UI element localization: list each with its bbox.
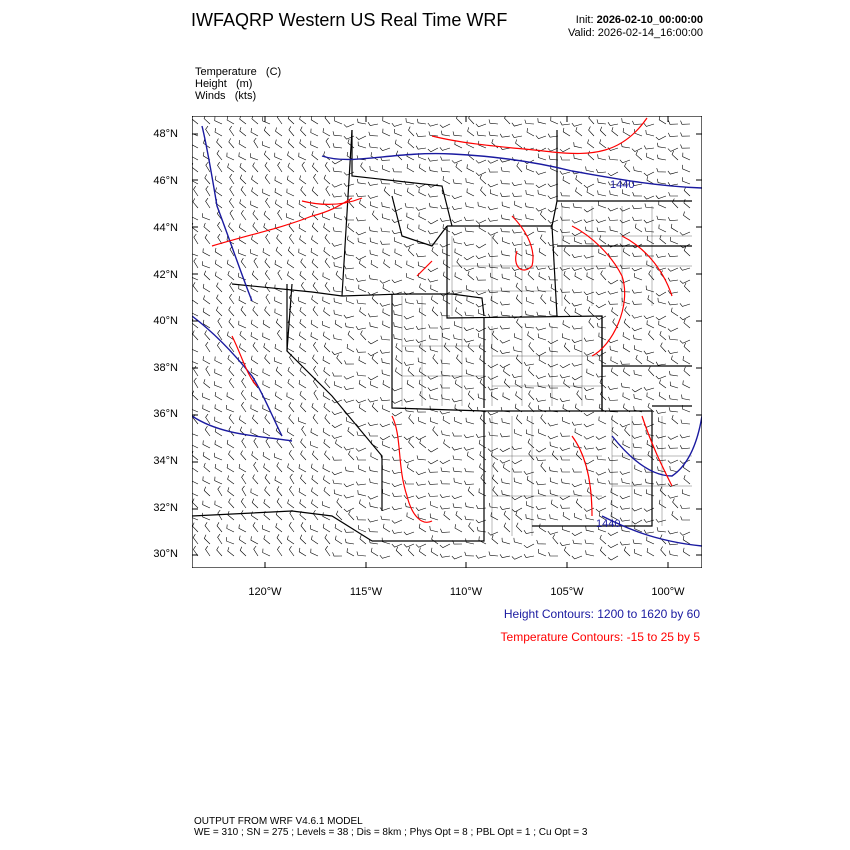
- init-label: Init:: [575, 14, 594, 26]
- lon-label: 115°W: [349, 586, 383, 598]
- valid-time: Valid: 2026-02-14_16:00:00: [568, 27, 703, 39]
- height-contour-label: 1440: [596, 518, 621, 530]
- lat-label: 30°N: [153, 548, 178, 560]
- lon-label: 120°W: [248, 586, 282, 598]
- lat-label: 34°N: [153, 455, 178, 467]
- field-temperature: Temperature (C): [195, 66, 282, 78]
- model-options: WE = 310 ; SN = 275 ; Levels = 38 ; Dis = 8km ; Phys Opt = 8 ; PBL Opt = 1 ; Cu Opt = 3: [194, 827, 588, 838]
- model-version: OUTPUT FROM WRF V4.6.1 MODEL: [194, 816, 363, 827]
- temperature-contour-legend: Temperature Contours: -15 to 25 by 5: [500, 630, 700, 644]
- height-contour-legend: Height Contours: 1200 to 1620 by 60: [503, 607, 700, 621]
- lat-label: 42°N: [153, 269, 178, 281]
- field-winds: Winds (kts): [195, 90, 257, 102]
- time-info: [568, 14, 703, 40]
- init-time: [568, 14, 703, 27]
- field-list: [195, 66, 281, 102]
- model-info: [194, 816, 587, 838]
- lat-label: 46°N: [153, 175, 178, 187]
- lat-label: 38°N: [153, 362, 178, 374]
- lat-label: 32°N: [153, 502, 178, 514]
- lat-label: 36°N: [153, 408, 178, 420]
- field-height: Height (m): [195, 78, 253, 90]
- lat-label: 48°N: [153, 128, 178, 140]
- lon-label: 110°W: [449, 586, 483, 598]
- lat-label: 40°N: [153, 315, 178, 327]
- lat-label: 44°N: [153, 222, 178, 234]
- height-contour-label: 1440: [610, 179, 635, 191]
- lon-label: 100°W: [651, 586, 685, 598]
- map-plot: [192, 116, 702, 568]
- lon-label: 105°W: [550, 586, 584, 598]
- init-value: 2026-02-10_00:00:00: [596, 14, 703, 26]
- plot-title: IWFAQRP Western US Real Time WRF: [191, 10, 508, 30]
